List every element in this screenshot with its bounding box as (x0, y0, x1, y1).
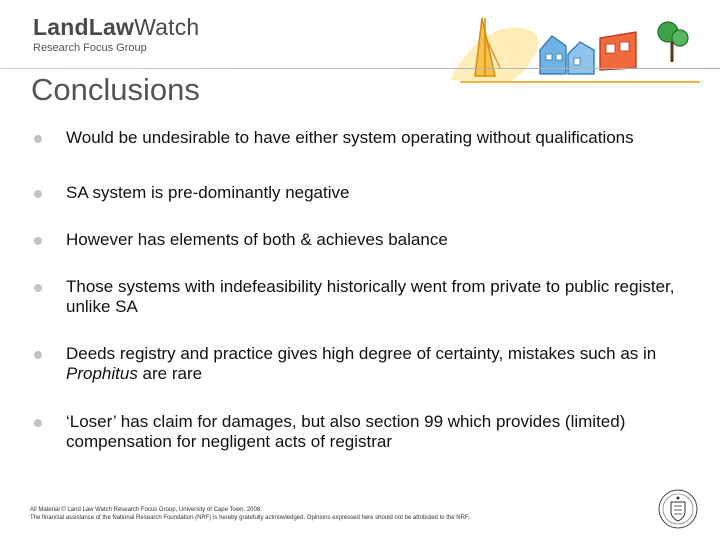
landlawwatch-logo (33, 16, 199, 54)
bullet-item (34, 277, 694, 317)
header-divider (0, 68, 720, 69)
university-crest-icon (657, 486, 699, 532)
footer-acknowledgement: The financial assistance of the National Research Foundation (NRF) is hereby gratefully acknowledged. Opinions expressed here should not be attributed to the NRF. (30, 515, 470, 521)
bullet-item (34, 183, 694, 203)
bullet-text: Those systems with indefeasibility historically went from private to public register, unlike SA (66, 277, 675, 316)
bullet-item (34, 128, 694, 148)
footer-credits (30, 506, 470, 522)
footer-copyright: All Material © Land Law Watch Research Focus Group, University of Cape Town. 2008. (30, 507, 262, 513)
logo-name-land: Land (33, 14, 89, 40)
bullet-item (34, 230, 694, 250)
bullet-text: SA system is pre-dominantly negative (66, 183, 350, 202)
bullet-icon (34, 351, 42, 359)
bullet-text-after: are rare (137, 364, 203, 383)
bullet-icon (34, 284, 42, 292)
bullet-list (34, 128, 694, 452)
bullet-icon (34, 419, 42, 427)
bullet-item (34, 344, 694, 384)
bullet-text: ‘Loser’ has claim for damages, but also section 99 which provides (limited) compensation for negligent acts of registrar (66, 412, 626, 451)
bullet-icon (34, 237, 42, 245)
case-name-emphasis: Prophitus (66, 364, 138, 383)
logo-name-watch: Watch (134, 14, 200, 40)
bullet-icon (34, 190, 42, 198)
bullet-icon (34, 135, 42, 143)
bullet-item (34, 412, 694, 452)
slide-title: Conclusions (31, 72, 200, 107)
bullet-text: However has elements of both & achieves balance (66, 230, 448, 249)
logo-name (33, 16, 199, 39)
logo-subtitle: Research Focus Group (33, 42, 147, 54)
logo-name-law: Law (88, 14, 135, 40)
houses-tree-illustration (440, 10, 720, 90)
bullet-text: Would be undesirable to have either system operating without qualifications (66, 128, 634, 147)
bullet-text-before: Deeds registry and practice gives high degree of certainty, mistakes such as in (66, 344, 657, 363)
